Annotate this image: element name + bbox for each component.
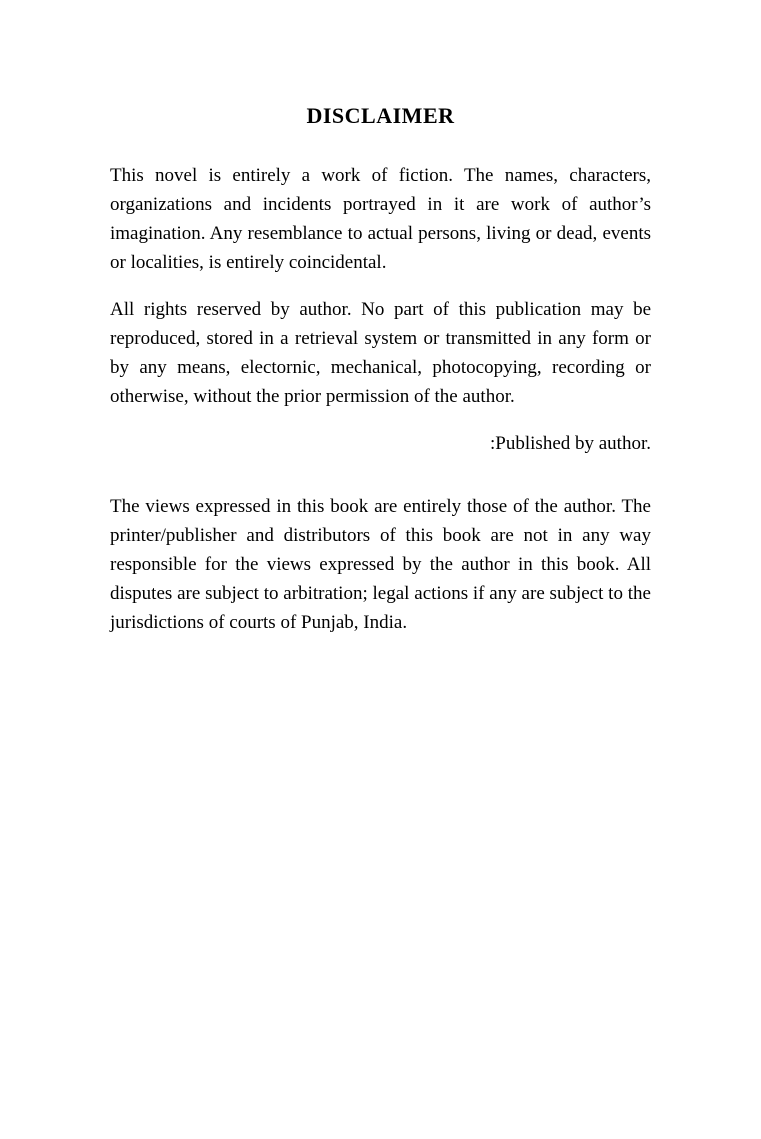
page-title: DISCLAIMER [306,103,455,128]
views-disclaimer-paragraph: The views expressed in this book are entirely those of the author. The printer/publisher and distributors of this book are not in any way responsible for the views expressed by the author in this book. All disputes are subject to arbitration; legal actions if any are subject to the jurisdictions of courts of Punjab, India. [110,496,651,633]
rights-reserved-paragraph: All rights reserved by author. No part of this publication may be reproduced, stored in a retrieval system or transmitted in any form or by any means, electornic, mechanical, photocopying, recording or otherwise, without the prior permission of the author. [110,299,651,407]
published-by-line: :Published by author. [490,433,651,454]
fiction-disclaimer-paragraph: This novel is entirely a work of fiction. The names, characters, organizations and incidents portrayed in it are work of author’s imagination. Any resemblance to actual persons, living or dead, events or localities, is entirely coincidental. [110,165,651,273]
